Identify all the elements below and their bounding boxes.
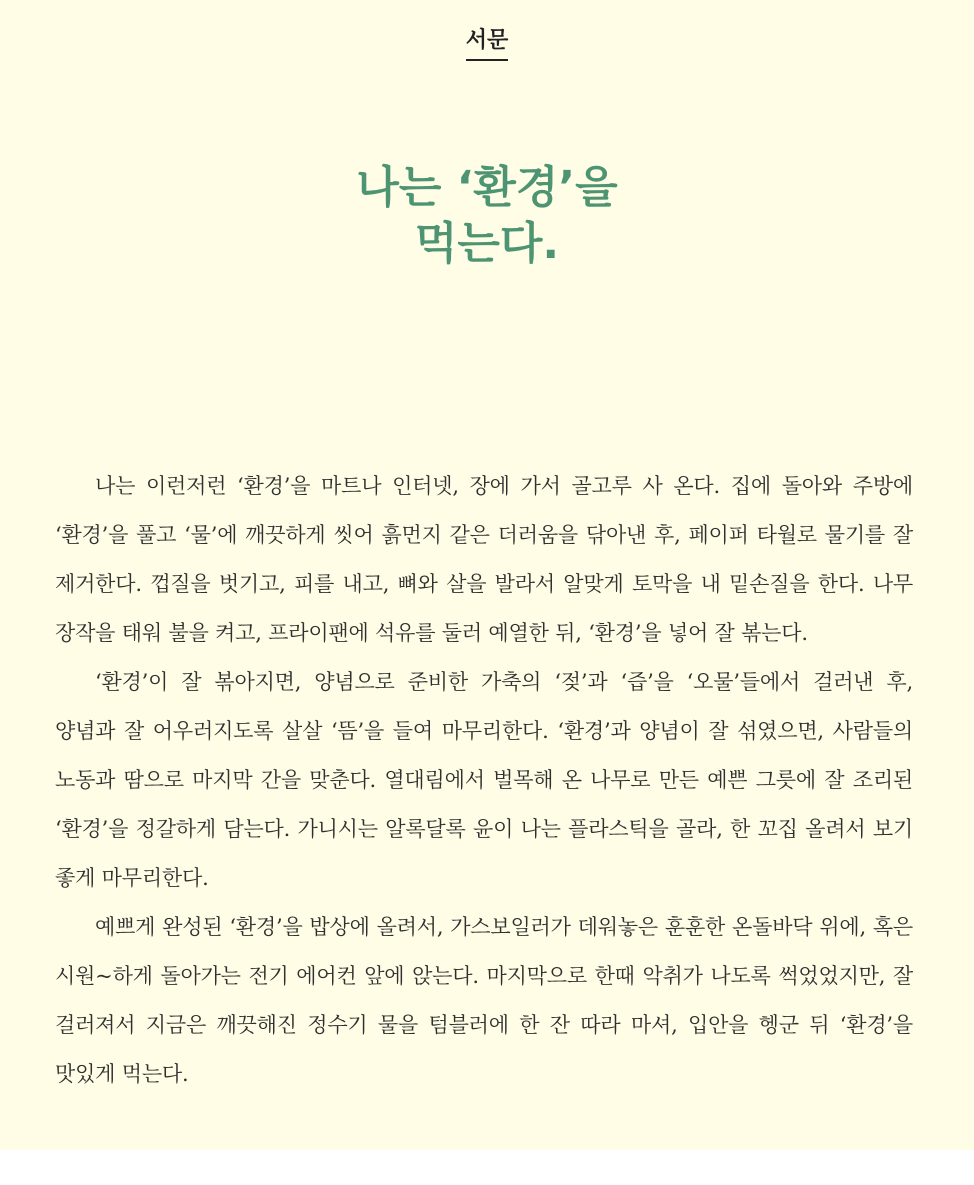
paragraph-3: 예쁘게 완성된 ‘환경’을 밥상에 올려서, 가스보일러가 데워놓은 훈훈한 온돌바닥 위에, 혹은 시원~하게 돌아가는 전기 에어컨 앞에 앉는다. 마지막으로 한때 악취가 나도록 썩었었지만, 잘 걸러져서 지금은 깨끗해진 정수기 물을 텀블러에 한 잔 따라 마셔, 입안을 헹군 뒤 ‘환경’을 맛있게 먹는다. <box>55 915 913 1086</box>
paragraph-2: ‘환경’이 잘 볶아지면, 양념으로 준비한 가축의 ‘젖’과 ‘즙’을 ‘오물’들에서 걸러낸 후, 양념과 잘 어우러지도록 살살 ‘뜸’을 들여 마무리한다. ‘환경’과 양념이 잘 섞였으면, 사람들의 노동과 땀으로 마지막 간을 맞춘다. 열대림에서 벌목해 온 나무로 만든 예쁜 그릇에 잘 조리된 ‘환경’을 정갈하게 담는다. 가니시는 알록달록 윤이 나는 플라스틱을 골라, 한 꼬집 올려서 보기 좋게 마무리한다. <box>55 670 913 890</box>
title-line-1: 나는 ‘환경’을 <box>356 162 618 213</box>
section-label <box>0 26 974 61</box>
section-label-text: 서문 <box>466 26 509 61</box>
page-title <box>0 160 974 272</box>
paragraph-1: 나는 이런저런 ‘환경’을 마트나 인터넷, 장에 가서 골고루 사 온다. 집에 돌아와 주방에 ‘환경’을 풀고 ‘물’에 깨끗하게 씻어 흙먼지 같은 더러움을 닦아낸 후, 페이퍼 타월로 물기를 잘 제거한다. 껍질을 벗기고, 피를 내고, 뼈와 살을 발라서 알맞게 토막을 내 밑손질을 한다. 나무 장작을 태워 불을 켜고, 프라이팬에 석유를 둘러 예열한 뒤, ‘환경’을 넣어 잘 볶는다. <box>55 474 913 645</box>
title-line-2: 먹는다. <box>414 218 560 269</box>
body-text <box>55 462 913 1099</box>
